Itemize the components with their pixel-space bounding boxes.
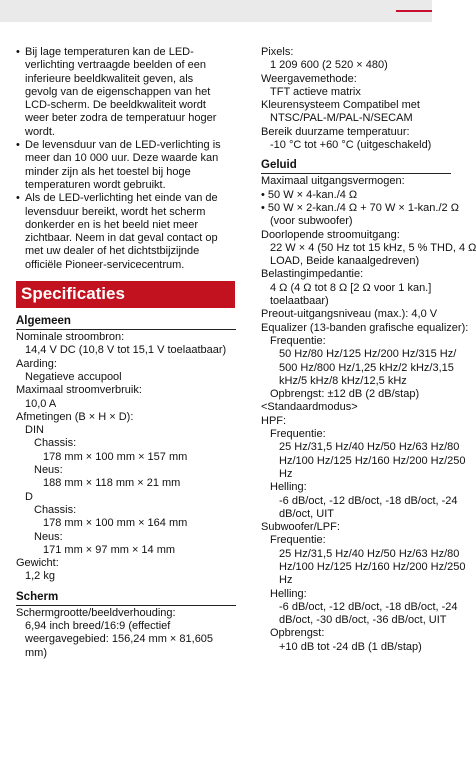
accent-line: [396, 10, 432, 12]
heading-geluid: Geluid: [261, 158, 451, 174]
spec-line: Hz: [279, 467, 293, 480]
list-item-line: inferieure beeldkwaliteit geven, als: [25, 72, 194, 85]
heading-algemeen: Algemeen: [16, 314, 236, 330]
spec-line: Opbrengst:: [270, 627, 325, 640]
spec-line: -6 dB/oct, -12 dB/oct, -18 dB/oct, -24: [279, 600, 458, 613]
list-item-line: donkerder en is het beeld niet meer: [25, 218, 199, 231]
list-item-line: • De levensduur van de LED-verlichting is: [25, 139, 221, 152]
spec-line: Maximaal stroomverbruik:: [16, 384, 142, 397]
spec-line: 178 mm × 100 mm × 164 mm: [43, 517, 188, 530]
spec-line: Frequentie:: [270, 428, 326, 441]
spec-line: 1 209 600 (2 520 × 480): [270, 59, 388, 72]
spec-line: <Standaardmodus>: [261, 401, 358, 414]
spec-line: Pixels:: [261, 46, 294, 58]
spec-line: Preout-uitgangsniveau (max.): 4,0 V: [261, 308, 438, 321]
spec-line: LOAD, Beide kanaalgedreven): [270, 255, 420, 268]
spec-line: 500 Hz/800 Hz/1,25 kHz/2 kHz/3,15: [279, 361, 454, 374]
spec-line: -6 dB/oct, -12 dB/oct, -18 dB/oct, -24: [279, 494, 458, 507]
document-page[interactable]: [0, 22, 476, 768]
spec-line: 1,2 kg: [25, 570, 55, 583]
algemeen-specs: [16, 331, 238, 584]
list-item-line: gevolg van de eigenschappen van het: [25, 85, 211, 98]
list-item: [16, 139, 238, 192]
list-item-line: officiële Pioneer-servicecentrum.: [25, 258, 185, 271]
spec-line: 188 mm × 118 mm × 21 mm: [43, 477, 181, 490]
spec-line: Chassis:: [34, 437, 77, 450]
spec-line: -10 °C tot +60 °C (uitgeschakeld): [270, 139, 432, 152]
spec-line: 10,0 A: [25, 397, 57, 410]
spec-line: Subwoofer/LPF:: [261, 521, 340, 534]
spec-line: Gewicht:: [16, 557, 59, 570]
spec-line: 6,94 inch breed/16:9 (effectief: [25, 619, 171, 632]
spec-line: Weergavemethode:: [261, 72, 357, 85]
spec-line: toelaatbaar): [270, 295, 329, 308]
heading-scherm: Scherm: [16, 590, 236, 606]
spec-line: +10 dB tot -24 dB (1 dB/stap): [279, 640, 422, 653]
spec-line: Belastingimpedantie:: [261, 268, 364, 281]
spec-line: Opbrengst: ±12 dB (2 dB/stap): [270, 388, 420, 401]
spec-line: Frequentie:: [270, 334, 326, 347]
list-item-line: temperaturen wordt gebruikt.: [25, 178, 166, 191]
spec-line: Neus:: [34, 464, 63, 477]
list-item-line: • Bij lage temperaturen kan de LED-: [25, 46, 194, 58]
list-item-line: LCD-scherm. De beeldkwaliteit wordt: [25, 99, 206, 112]
scherm-specs: [16, 607, 238, 660]
spec-line: • 50 W × 2-kan./4 Ω + 70 W × 1-kan./2 Ω: [261, 201, 459, 214]
spec-line: mm): [25, 646, 47, 659]
spec-line: Equalizer (13-banden grafische equalizer):: [261, 321, 469, 334]
spec-line: Neus:: [34, 530, 63, 543]
list-item-line: zichtbaar. Neem in dat geval contact op: [25, 232, 218, 245]
spec-line: (voor subwoofer): [270, 215, 353, 228]
spec-line: 50 Hz/80 Hz/125 Hz/200 Hz/315 Hz/: [279, 348, 457, 361]
geluid-specs: [261, 175, 476, 654]
spec-line: Kleurensysteem Compatibel met: [261, 99, 420, 112]
list-item-line: met uw dealer of het dichtstbijzijnde: [25, 245, 200, 258]
spec-line: Aarding:: [16, 357, 57, 370]
list-item-line: verlichting vertraagde beelden of een: [25, 59, 207, 72]
list-item-line: • Als de LED-verlichting het einde van de: [25, 192, 218, 205]
list-item: [16, 46, 238, 139]
spec-line: 171 mm × 97 mm × 14 mm: [43, 543, 176, 556]
led-notes-list: [16, 46, 238, 272]
spec-line: 25 Hz/31,5 Hz/40 Hz/50 Hz/63 Hz/80: [279, 441, 460, 454]
spec-line: dB/oct, UIT: [279, 507, 335, 520]
spec-line: Maximaal uitgangsvermogen:: [261, 175, 405, 188]
spec-line: dB/oct, -30 dB/oct, -36 dB/oct, UIT: [279, 614, 447, 627]
list-item-line: wordt.: [25, 125, 55, 138]
spec-line: TFT actieve matrix: [270, 85, 361, 98]
spec-line: NTSC/PAL-M/PAL-N/SECAM: [270, 112, 413, 125]
spec-line: weergavegebied: 156,24 mm × 81,605: [25, 633, 214, 646]
list-item: [16, 192, 238, 272]
spec-line: 4 Ω (4 Ω tot 8 Ω [2 Ω voor 1 kan.]: [270, 281, 432, 294]
spec-line: Chassis:: [34, 503, 77, 516]
top-bar: [0, 0, 432, 23]
spec-line: Doorlopende stroomuitgang:: [261, 228, 400, 241]
spec-line: Afmetingen (B × H × D):: [16, 410, 134, 423]
spec-line: 25 Hz/31,5 Hz/40 Hz/50 Hz/63 Hz/80: [279, 547, 460, 560]
spec-line: Frequentie:: [270, 534, 326, 547]
spec-line: Helling:: [270, 481, 307, 494]
spec-line: 22 W × 4 (50 Hz tot 15 kHz, 5 % THD, 4 Ω: [270, 241, 476, 254]
spec-line: Nominale stroombron:: [16, 331, 125, 344]
section-banner-specificaties: Specificaties: [16, 281, 235, 308]
spec-line: Schermgrootte/beeldverhouding:: [16, 606, 176, 619]
spec-line: Hz/100 Hz/125 Hz/160 Hz/200 Hz/250: [279, 560, 466, 573]
spec-line: kHz/5 kHz/8 kHz/12,5 kHz: [279, 374, 407, 387]
scherm-specs-continued: [261, 46, 461, 152]
spec-line: HPF:: [261, 414, 287, 427]
spec-line: Hz: [279, 574, 293, 587]
list-item-line: meer dan 10 000 uur. Deze waarde kan: [25, 152, 219, 165]
spec-line: Helling:: [270, 587, 307, 600]
spec-line: Bereik duurzame temperatuur:: [261, 125, 410, 138]
spec-line: 14,4 V DC (10,8 V tot 15,1 V toelaatbaar): [25, 344, 227, 357]
list-item-line: levensduur bereikt, wordt het scherm: [25, 205, 206, 218]
list-item-line: weer beter zodra de temperatuur hoger: [25, 112, 217, 125]
spec-line: DIN: [25, 424, 44, 437]
spec-line: Negatieve accupool: [25, 370, 122, 383]
spec-line: Hz/100 Hz/125 Hz/160 Hz/200 Hz/250: [279, 454, 466, 467]
right-column: [261, 46, 476, 654]
left-column: [16, 46, 238, 660]
spec-line: • 50 W × 4-kan./4 Ω: [261, 188, 358, 201]
spec-line: 178 mm × 100 mm × 157 mm: [43, 450, 188, 463]
spec-line: D: [25, 490, 33, 503]
list-item-line: minder zijn als het toestel bij hoge: [25, 165, 191, 178]
